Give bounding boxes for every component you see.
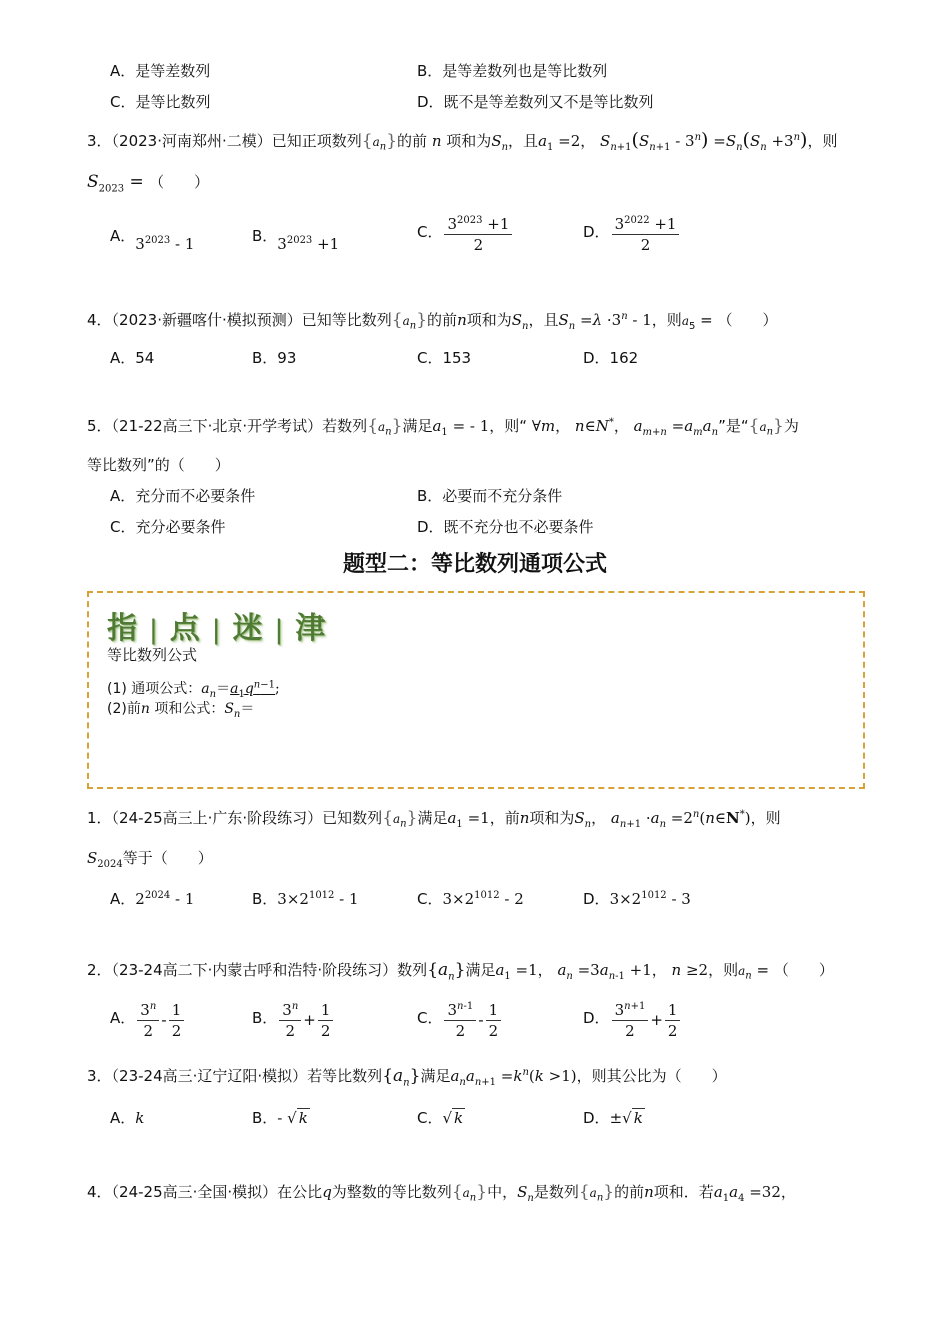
question-5a: 5．（21-22高三下·北京·开学考试）若数列$\{a_n\}$满足$a_1$ = - 1，则“ ∀m， n∈N*， $a_{m+n} =a_ma_n$”是“$\{a_n\}$为: [87, 416, 799, 438]
question-1b-line2: $S_{2024}$等于（ ）: [87, 849, 213, 870]
question-4a: 4．（2023·新疆喀什·模拟预测）已知等比数列$\{a_n\}$的前n项和为$S_n$，且$S_n =\lambda \cdot 3^n - 1$，则$a_5$ = （ ）: [87, 310, 778, 332]
option-a[interactable]: A．$2^{2024} - 1$: [110, 890, 195, 908]
section-title: 题型二：等比数列通项公式: [342, 552, 607, 577]
option-d[interactable]: D． $\frac{3^{n+1}}{2}$ + $\frac{1}{2}$: [583, 1000, 682, 1041]
option-a[interactable]: A．充分而不必要条件: [110, 487, 256, 505]
option-c[interactable]: C．$3\times 2^{1012} - 2$: [417, 890, 524, 908]
option-b[interactable]: B．是等差数列也是等比数列: [417, 62, 608, 80]
option-c[interactable]: C． $\frac{3^{2023} +1}{2}$: [417, 214, 514, 255]
option-a[interactable]: A．k: [110, 1109, 145, 1127]
question-3b: 3．（23-24高三·辽宁辽阳·模拟）若等比数列$\{a_n\}$满足$a_na_{n+1} =k^n(k >1)$，则其公比为（ ）: [87, 1066, 727, 1089]
option-b[interactable]: B．$3^{2023} +1$: [252, 227, 340, 253]
option-b[interactable]: B．93: [252, 349, 297, 367]
question-2b: 2．（23-24高二下·内蒙古呼和浩特·阶段练习）数列$\{a_n\}$满足$a_1 =1$， $a_n =3a_{n-1} +1$， n ≥2，则$a_n$ = （ ）: [87, 960, 834, 983]
option-d[interactable]: D．既不充分也不必要条件: [417, 518, 594, 536]
option-b[interactable]: B．必要而不充分条件: [417, 487, 563, 505]
option-c[interactable]: C．充分必要条件: [110, 518, 226, 536]
question-3a: 3．（2023·河南郑州·二模）已知正项数列$\{a_n\}$的前 n 项和为$S_n$，且$a_1 =2$， $S_{n+1}(S_{n+1} - 3^n) =S_n(S_n +3^n)$，则: [87, 129, 838, 153]
option-a[interactable]: A．54: [110, 349, 155, 367]
option-d[interactable]: D． $\frac{3^{2022} +1}{2}$: [583, 214, 681, 255]
option-d[interactable]: D．162: [583, 349, 639, 367]
option-c[interactable]: C．是等比数列: [110, 93, 211, 111]
option-b[interactable]: B． $\frac{3^n}{2}$ + $\frac{1}{2}$: [252, 1000, 335, 1041]
question-3a-line2: $S_{2023}$ = （ ）: [87, 172, 210, 195]
tip-line-1: (1) 通项公式：$a_n=a_1q^{n-1}$;: [107, 679, 280, 700]
tip-heading: 等比数列公式: [107, 646, 198, 664]
option-c[interactable]: C．√ k: [417, 1109, 464, 1127]
question-1b: 1．（24-25高三上·广东·阶段练习）已知数列$\{a_n\}$满足$a_1 =1$，前n项和为$S_n$， $a_{n+1} \cdot a_n$ $=2^n(n\in N^*)$，则: [87, 808, 781, 830]
tip-line-2: (2)前n 项和公式：$S_n=$: [107, 701, 255, 720]
option-d[interactable]: D．$3\times 2^{1012} - 3$: [583, 890, 691, 908]
option-d[interactable]: D．±√ k: [583, 1109, 643, 1127]
option-b[interactable]: B．$3\times 2^{1012} - 1$: [252, 890, 359, 908]
option-c[interactable]: C． $\frac{3^{n-1}}{2}$ - $\frac{1}{2}$: [417, 1000, 503, 1041]
option-a[interactable]: A．$3^{2023} - 1$: [110, 227, 195, 253]
option-b[interactable]: B．- √ k: [252, 1109, 308, 1127]
tip-title: 指 | 点 | 迷 | 津: [107, 611, 328, 646]
question-5a-line2: 等比数列”的（ ）: [87, 456, 230, 474]
tip-box: [87, 591, 865, 789]
option-c[interactable]: C．153: [417, 349, 472, 367]
option-a[interactable]: A．是等差数列: [110, 62, 211, 80]
question-4b: 4．（24-25高三·全国·模拟）在公比q为整数的等比数列$\{a_n\}$中，$S_n$是数列$\{a_n\}$的前n项和．若$a_1a_4 =32$，: [87, 1182, 796, 1204]
option-a[interactable]: A． $\frac{3^n}{2}$ - $\frac{1}{2}$: [110, 1000, 186, 1041]
option-d[interactable]: D．既不是等差数列又不是等比数列: [417, 93, 654, 111]
